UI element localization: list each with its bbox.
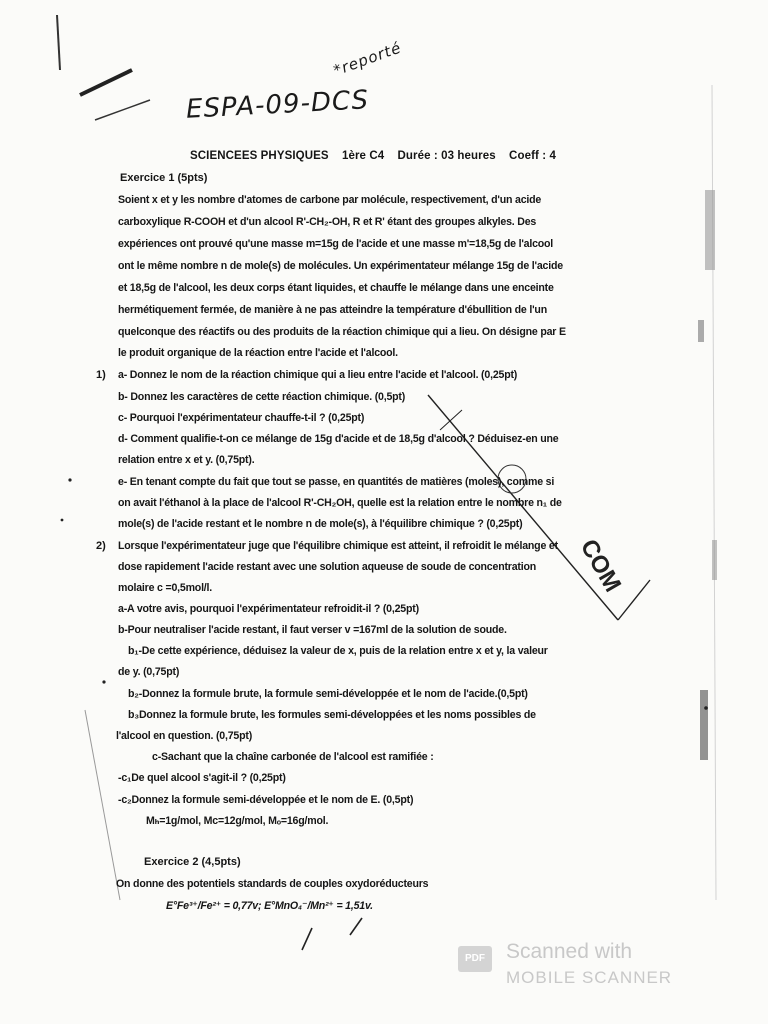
question-1d-continued: relation entre x et y. (0,75pt). <box>118 454 255 466</box>
molar-masses: Mₕ=1g/mol, Mc=12g/mol, Mₒ=16g/mol. <box>146 815 329 827</box>
exercise-1-intro-line: ont le même nombre n de mole(s) de molécules. Un expérimentateur mélange 15g de l'acide <box>118 260 563 272</box>
binding-shadow <box>700 690 708 760</box>
exercise-1-intro-line: expériences ont prouvé qu'une masse m=15g de l'acide et une masse m'=18,5g de l'alcool <box>118 238 554 250</box>
exercise-1-intro-line: et 18,5g de l'alcool, les deux corps étant liquides, et chauffe le mélange dans une enceinte <box>118 282 554 294</box>
scribble-mark <box>80 70 132 95</box>
exam-header <box>190 150 566 162</box>
exercise-1-title: Exercice 1 (5pts) <box>120 172 208 184</box>
question-1e-continued: on avait l'éthanol à la place de l'alcool R'-CH₂OH, quelle est la relation entre le nombre n₁ de <box>118 497 562 509</box>
handwritten-annotation: *reporté <box>331 38 404 80</box>
class-level: 1ère C4 <box>341 150 385 162</box>
exam-duration: Durée : 03 heures <box>397 150 496 162</box>
exercise-1-intro-line: carboxylique R-COOH et d'un alcool R'-CH₂-OH, R et R' étant des groupes alkyles. Des <box>118 216 537 228</box>
question-2b1-continued: de y. (0,75pt) <box>118 666 180 678</box>
subject-title: SCIENCEES PHYSIQUES <box>190 150 329 162</box>
question-1c: c- Pourquoi l'expérimentateur chauffe-t-il ? (0,25pt) <box>118 412 365 424</box>
exercise-1-intro-line: quelconque des réactifs ou des produits de la réaction chimique qui a lieu. On désigne par E <box>118 326 566 338</box>
exercise-2-intro: On donne des potentiels standards de couples oxydoréducteurs <box>116 878 429 890</box>
binding-shadow <box>705 190 715 270</box>
question-1d: d- Comment qualifie-t-on ce mélange de 15g d'acide et de 18,5g d'alcool ? Déduisez-en une <box>118 433 559 445</box>
question-2c2: -c₂Donnez la formule semi-développée et le nom de E. (0,5pt) <box>118 794 414 806</box>
exercise-1-intro-line: Soient x et y les nombre d'atomes de carbone par molécule, respectivement, d'un acide <box>118 194 542 206</box>
stamp-edge <box>618 580 650 620</box>
binding-shadow <box>698 320 704 342</box>
teacher-stamp: COM <box>574 534 627 597</box>
question-2-intro: Lorsque l'expérimentateur juge que l'équilibre chimique est atteint, il refroidit le mélange et <box>118 540 558 552</box>
pdf-icon: PDF <box>458 946 492 972</box>
question-2c1: -c₁De quel alcool s'agit-il ? (0,25pt) <box>118 772 286 784</box>
question-1a: a- Donnez le nom de la réaction chimique qui a lieu entre l'acide et l'alcool. (0,25pt) <box>118 369 518 381</box>
question-2b3-continued: l'alcool en question. (0,75pt) <box>116 730 253 742</box>
question-2b2: b₂-Donnez la formule brute, la formule semi-développée et le nom de l'acide.(0,5pt) <box>128 688 528 700</box>
question-1e: e- En tenant compte du fait que tout se passe, en quantités de matières (moles), comme si <box>118 476 555 488</box>
question-2-intro: molaire c =0,5mol/l. <box>118 582 213 594</box>
scanner-watermark <box>458 940 708 1000</box>
exercise-1-intro-line: le produit organique de la réaction entre l'acide et l'alcool. <box>118 347 398 359</box>
question-2-number: 2) <box>96 540 106 552</box>
question-1b: b- Donnez les caractères de cette réaction chimique. (0,5pt) <box>118 391 406 403</box>
handwritten-exam-code: ESPA-09-DCS <box>185 85 370 125</box>
question-1-number: 1) <box>96 369 106 381</box>
fold-line <box>85 710 120 900</box>
question-1e-continued: mole(s) de l'acide restant et le nombre n de mole(s), à l'équilibre chimique ? (0,25pt) <box>118 518 523 530</box>
scribble-mark <box>95 100 150 120</box>
binding-shadow <box>712 540 717 580</box>
watermark-line-1: Scanned with <box>506 940 633 963</box>
exam-coefficient: Coeff : 4 <box>509 150 556 162</box>
standard-potentials: E°Fe³⁺/Fe²⁺ = 0,77v; E°MnO₄⁻/Mn²⁺ = 1,51v. <box>166 900 373 912</box>
margin-stroke <box>57 15 60 70</box>
question-2b1: b₁-De cette expérience, déduisez la valeur de x, puis de la relation entre x et y, la valeur <box>128 645 548 657</box>
question-2b: b-Pour neutraliser l'acide restant, il faut verser v =167ml de la solution de soude. <box>118 624 507 636</box>
exercise-1-intro-line: hermétiquement fermée, de manière à ne pas atteindre la température d'ébullition de l'un <box>118 304 547 316</box>
question-2c: c-Sachant que la chaîne carbonée de l'alcool est ramifiée : <box>152 751 434 763</box>
question-2-intro: dose rapidement l'acide restant avec une solution aqueuse de soude de concentration <box>118 561 537 573</box>
watermark-line-2: MOBILE SCANNER <box>506 968 673 987</box>
question-2a: a-A votre avis, pourquoi l'expérimentateur refroidit-il ? (0,25pt) <box>118 603 419 615</box>
exercise-2-title: Exercice 2 (4,5pts) <box>144 856 241 868</box>
question-2b3: b₃Donnez la formule brute, les formules semi-développées et les noms possibles de <box>128 709 536 721</box>
